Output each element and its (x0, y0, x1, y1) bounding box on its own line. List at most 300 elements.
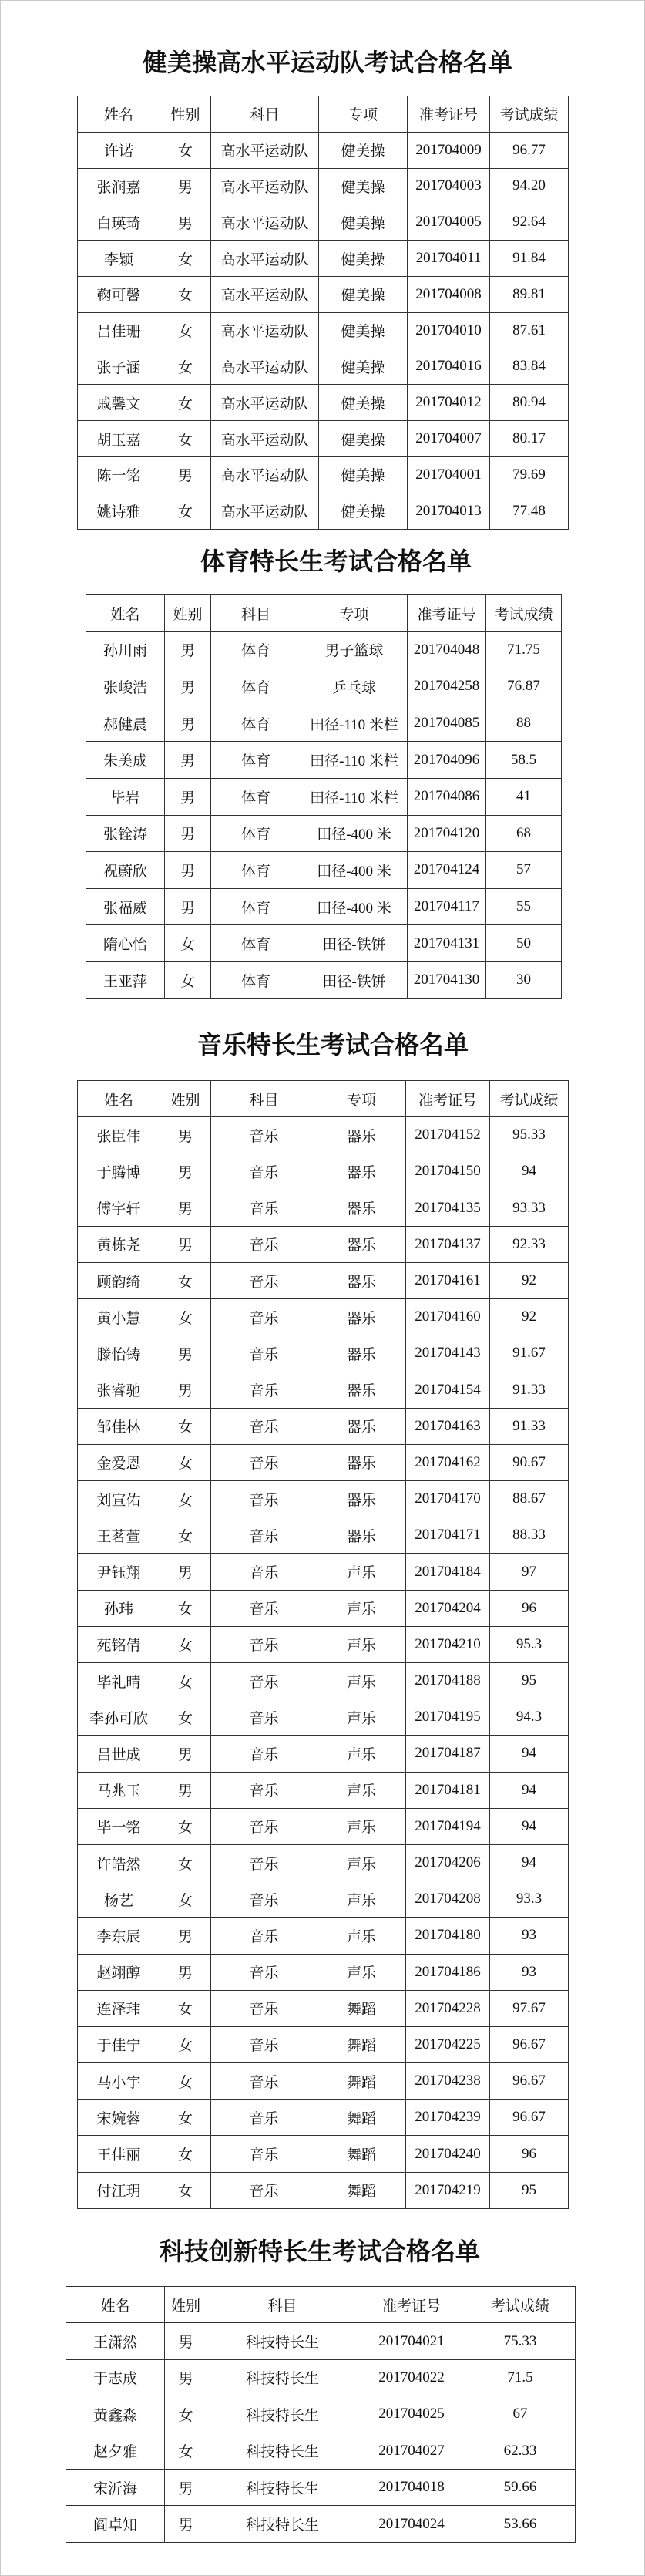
cell-specialty: 器乐 (317, 1299, 406, 1335)
header-subject: 科目 (211, 1081, 317, 1117)
cell-gender: 女 (160, 2026, 211, 2062)
table-row (78, 2172, 569, 2208)
cell-specialty: 器乐 (317, 1190, 406, 1226)
cell-subject: 体育 (211, 815, 301, 852)
table-row (78, 1444, 569, 1480)
cell-subject: 音乐 (211, 1226, 317, 1262)
results-table-tech (66, 2286, 576, 2543)
cell-specialty: 声乐 (317, 1590, 406, 1626)
cell-exam-id: 201704096 (408, 742, 486, 779)
cell-subject: 音乐 (211, 1954, 317, 1990)
cell-subject: 音乐 (211, 1117, 317, 1153)
cell-gender: 女 (160, 132, 211, 168)
cell-score: 89.81 (490, 276, 569, 312)
cell-specialty: 器乐 (317, 1335, 406, 1372)
table-head (66, 2287, 576, 2323)
cell-exam-id: 201704117 (408, 888, 486, 925)
cell-gender: 女 (165, 2433, 207, 2469)
cell-exam-id: 201704154 (406, 1372, 490, 1408)
cell-subject: 高水平运动队 (211, 349, 319, 385)
cell-specialty: 健美操 (319, 493, 408, 529)
cell-exam-id: 201704187 (406, 1736, 490, 1772)
cell-name: 马兆玉 (78, 1772, 160, 1808)
cell-specialty: 健美操 (319, 132, 408, 168)
cell-exam-id: 201704005 (408, 204, 490, 241)
cell-exam-id: 201704171 (406, 1517, 490, 1554)
cell-score: 93.33 (490, 1190, 569, 1226)
cell-gender: 男 (165, 815, 211, 852)
cell-specialty: 舞蹈 (317, 2136, 406, 2172)
cell-name: 吕世成 (78, 1736, 160, 1772)
cell-subject: 高水平运动队 (211, 132, 319, 168)
cell-exam-id: 201704135 (406, 1190, 490, 1226)
cell-exam-id: 201704130 (408, 961, 486, 998)
cell-specialty: 田径-400 米 (301, 888, 408, 925)
cell-name: 黄小慧 (78, 1299, 160, 1335)
cell-score: 41 (486, 778, 562, 815)
cell-subject: 体育 (211, 925, 301, 962)
cell-exam-id: 201704186 (406, 1954, 490, 1990)
cell-gender: 女 (160, 385, 211, 421)
cell-exam-id: 201704018 (358, 2469, 465, 2505)
cell-score: 96.67 (490, 2063, 569, 2100)
cell-gender: 女 (160, 1881, 211, 1918)
table-head (86, 595, 562, 632)
cell-gender: 男 (160, 1226, 211, 1262)
table-row (66, 2433, 576, 2469)
cell-exam-id: 201704219 (406, 2172, 490, 2208)
cell-specialty: 舞蹈 (317, 2063, 406, 2100)
cell-specialty: 声乐 (317, 1663, 406, 1699)
cell-subject: 科技特长生 (207, 2323, 358, 2359)
cell-score: 94 (490, 1808, 569, 1844)
cell-name: 祝蔚欣 (86, 852, 165, 889)
table-row (78, 1372, 569, 1408)
results-table-aerobics (77, 96, 569, 530)
cell-gender: 女 (160, 1699, 211, 1736)
cell-exam-id: 201704184 (406, 1554, 490, 1590)
table-row (78, 1626, 569, 1662)
header-name: 姓名 (66, 2287, 165, 2323)
header-gender: 性别 (160, 96, 211, 133)
cell-exam-id: 201704013 (408, 493, 490, 529)
cell-name: 赵翊醇 (78, 1954, 160, 1990)
cell-specialty: 男子篮球 (301, 631, 408, 668)
table-row (78, 385, 569, 421)
cell-exam-id: 201704240 (406, 2136, 490, 2172)
table-row (78, 1844, 569, 1881)
cell-gender: 男 (160, 1117, 211, 1153)
cell-exam-id: 201704238 (406, 2063, 490, 2100)
cell-gender: 女 (160, 276, 211, 312)
cell-subject: 音乐 (211, 2100, 317, 2136)
cell-exam-id: 201704204 (406, 1590, 490, 1626)
cell-score: 94.3 (490, 1699, 569, 1736)
cell-subject: 音乐 (211, 1335, 317, 1372)
table-row (78, 276, 569, 312)
cell-name: 宋婉蓉 (78, 2100, 160, 2136)
cell-score: 92 (490, 1262, 569, 1298)
table-row (66, 2506, 576, 2542)
cell-score: 95 (490, 1663, 569, 1699)
cell-score: 93 (490, 1918, 569, 1954)
cell-gender: 男 (165, 705, 211, 742)
cell-score: 50 (486, 925, 562, 962)
cell-name: 张臣伟 (78, 1117, 160, 1153)
cell-specialty: 乒乓球 (301, 668, 408, 705)
cell-score: 88 (486, 705, 562, 742)
header-name: 姓名 (86, 595, 165, 632)
cell-score: 91.33 (490, 1372, 569, 1408)
cell-subject: 体育 (211, 778, 301, 815)
cell-name: 赵夕雅 (66, 2433, 165, 2469)
cell-name: 王茗萱 (78, 1517, 160, 1554)
cell-specialty: 器乐 (317, 1517, 406, 1554)
cell-gender: 男 (165, 2359, 207, 2396)
cell-subject: 音乐 (211, 1990, 317, 2026)
header-specialty: 专项 (301, 595, 408, 632)
section-title-music: 音乐特长生考试合格名单 (197, 1031, 469, 1059)
cell-score: 93 (490, 1954, 569, 1990)
cell-subject: 音乐 (211, 1481, 317, 1517)
cell-score: 91.67 (490, 1335, 569, 1372)
cell-exam-id: 201704001 (408, 456, 490, 493)
cell-specialty: 声乐 (317, 1626, 406, 1662)
header-exam-id: 准考证号 (408, 96, 490, 133)
cell-specialty: 健美操 (319, 312, 408, 349)
cell-subject: 科技特长生 (207, 2506, 358, 2542)
cell-name: 顾韵绮 (78, 1262, 160, 1298)
cell-gender: 女 (160, 2136, 211, 2172)
cell-specialty: 健美操 (319, 421, 408, 457)
cell-gender: 女 (160, 2100, 211, 2136)
cell-name: 姚诗雅 (78, 493, 160, 529)
cell-score: 92.33 (490, 1226, 569, 1262)
cell-subject: 高水平运动队 (211, 204, 319, 241)
cell-score: 97 (490, 1554, 569, 1590)
table-row (86, 778, 562, 815)
table-row (78, 1153, 569, 1190)
table-body (78, 132, 569, 529)
cell-specialty: 器乐 (317, 1481, 406, 1517)
cell-exam-id: 201704239 (406, 2100, 490, 2136)
cell-gender: 男 (165, 2506, 207, 2542)
table-row (78, 1481, 569, 1517)
cell-specialty: 健美操 (319, 385, 408, 421)
table-row (78, 1262, 569, 1298)
header-name: 姓名 (78, 1081, 160, 1117)
cell-specialty: 健美操 (319, 168, 408, 204)
cell-subject: 音乐 (211, 2063, 317, 2100)
cell-score: 62.33 (465, 2433, 576, 2469)
cell-score: 95 (490, 2172, 569, 2208)
cell-score: 88.33 (490, 1517, 569, 1554)
cell-exam-id: 201704010 (408, 312, 490, 349)
table-row (78, 1663, 569, 1699)
cell-subject: 音乐 (211, 1408, 317, 1444)
table-row (78, 1554, 569, 1590)
cell-exam-id: 201704194 (406, 1808, 490, 1844)
table-header-row (78, 1081, 569, 1117)
cell-specialty: 舞蹈 (317, 2026, 406, 2062)
cell-score: 59.66 (465, 2469, 576, 2505)
cell-gender: 女 (160, 493, 211, 529)
cell-specialty: 器乐 (317, 1117, 406, 1153)
cell-gender: 男 (160, 1736, 211, 1772)
cell-score: 96.67 (490, 2026, 569, 2062)
cell-specialty: 器乐 (317, 1372, 406, 1408)
cell-gender: 男 (165, 2323, 207, 2359)
cell-name: 尹钰翔 (78, 1554, 160, 1590)
cell-score: 94 (490, 1736, 569, 1772)
table-body (78, 1117, 569, 2209)
table-row (78, 1590, 569, 1626)
header-gender: 姓别 (165, 595, 211, 632)
table-head (78, 1081, 569, 1117)
cell-exam-id: 201704022 (358, 2359, 465, 2396)
table-row (86, 705, 562, 742)
table-row (86, 668, 562, 705)
cell-exam-id: 201704120 (408, 815, 486, 852)
cell-score: 94.20 (490, 168, 569, 204)
cell-subject: 音乐 (211, 1808, 317, 1844)
cell-subject: 音乐 (211, 1663, 317, 1699)
cell-gender: 男 (160, 1954, 211, 1990)
cell-specialty: 器乐 (317, 1226, 406, 1262)
cell-gender: 女 (160, 349, 211, 385)
cell-exam-id: 201704188 (406, 1663, 490, 1699)
cell-exam-id: 201704012 (408, 385, 490, 421)
header-subject: 科目 (211, 595, 301, 632)
table-row (78, 2100, 569, 2136)
table-row (78, 132, 569, 168)
cell-name: 郝健晨 (86, 705, 165, 742)
cell-specialty: 健美操 (319, 276, 408, 312)
cell-specialty: 健美操 (319, 349, 408, 385)
cell-subject: 音乐 (211, 1299, 317, 1335)
table-body (86, 631, 562, 998)
table-row (78, 1335, 569, 1372)
cell-specialty: 健美操 (319, 204, 408, 241)
cell-specialty: 声乐 (317, 1736, 406, 1772)
cell-subject: 高水平运动队 (211, 385, 319, 421)
cell-name: 张福威 (86, 888, 165, 925)
table-head (78, 96, 569, 133)
cell-exam-id: 201704160 (406, 1299, 490, 1335)
section-title-sports: 体育特长生考试合格名单 (200, 547, 472, 575)
cell-specialty: 健美操 (319, 241, 408, 277)
cell-name: 苑铭倩 (78, 1626, 160, 1662)
cell-specialty: 声乐 (317, 1699, 406, 1736)
cell-score: 94 (490, 1153, 569, 1190)
cell-name: 胡玉嘉 (78, 421, 160, 457)
cell-score: 94 (490, 1844, 569, 1881)
cell-score: 80.17 (490, 421, 569, 457)
cell-name: 张睿驰 (78, 1372, 160, 1408)
cell-subject: 体育 (211, 705, 301, 742)
cell-gender: 男 (160, 1772, 211, 1808)
table-row (86, 631, 562, 668)
cell-name: 张铨涛 (86, 815, 165, 852)
table-row (78, 1299, 569, 1335)
cell-score: 75.33 (465, 2323, 576, 2359)
cell-name: 张润嘉 (78, 168, 160, 204)
cell-score: 87.61 (490, 312, 569, 349)
cell-exam-id: 201704009 (408, 132, 490, 168)
header-subject: 科目 (207, 2287, 358, 2323)
cell-gender: 女 (160, 1590, 211, 1626)
cell-name: 宋沂海 (66, 2469, 165, 2505)
header-gender: 姓别 (160, 1081, 211, 1117)
cell-name: 傅宇轩 (78, 1190, 160, 1226)
cell-name: 王潇然 (66, 2323, 165, 2359)
cell-subject: 音乐 (211, 1153, 317, 1190)
header-specialty: 专项 (317, 1081, 406, 1117)
table-row (78, 1736, 569, 1772)
cell-gender: 女 (160, 1262, 211, 1298)
cell-name: 张峻浩 (86, 668, 165, 705)
cell-specialty: 舞蹈 (317, 1990, 406, 2026)
cell-score: 96 (490, 2136, 569, 2172)
cell-gender: 男 (160, 168, 211, 204)
cell-specialty: 声乐 (317, 1918, 406, 1954)
cell-subject: 高水平运动队 (211, 456, 319, 493)
cell-gender: 女 (160, 1626, 211, 1662)
cell-score: 91.84 (490, 241, 569, 277)
cell-subject: 音乐 (211, 1262, 317, 1298)
cell-exam-id: 201704161 (406, 1262, 490, 1298)
table-row (78, 1408, 569, 1444)
cell-specialty: 田径-110 米栏 (301, 742, 408, 779)
cell-score: 95.3 (490, 1626, 569, 1662)
table-row (86, 961, 562, 998)
cell-name: 李孙可欣 (78, 1699, 160, 1736)
table-row (86, 815, 562, 852)
cell-score: 53.66 (465, 2506, 576, 2542)
table-row (86, 742, 562, 779)
cell-subject: 音乐 (211, 1517, 317, 1554)
cell-name: 杨艺 (78, 1881, 160, 1918)
cell-name: 毕礼晴 (78, 1663, 160, 1699)
cell-score: 79.69 (490, 456, 569, 493)
cell-gender: 男 (165, 631, 211, 668)
cell-name: 王亚萍 (86, 961, 165, 998)
cell-subject: 体育 (211, 852, 301, 889)
cell-gender: 女 (160, 1663, 211, 1699)
table-row (78, 349, 569, 385)
cell-exam-id: 201704162 (406, 1444, 490, 1480)
cell-subject: 音乐 (211, 1590, 317, 1626)
table-row (86, 852, 562, 889)
cell-score: 80.94 (490, 385, 569, 421)
cell-name: 邹佳林 (78, 1408, 160, 1444)
cell-subject: 高水平运动队 (211, 421, 319, 457)
cell-name: 滕怡铸 (78, 1335, 160, 1372)
cell-gender: 女 (160, 1408, 211, 1444)
cell-name: 孙川雨 (86, 631, 165, 668)
cell-exam-id: 201704258 (408, 668, 486, 705)
cell-name: 陈一铭 (78, 456, 160, 493)
cell-score: 90.67 (490, 1444, 569, 1480)
cell-gender: 女 (165, 2396, 207, 2433)
table-row (78, 1117, 569, 1153)
cell-score: 96 (490, 1590, 569, 1626)
cell-name: 孙玮 (78, 1590, 160, 1626)
cell-name: 王佳丽 (78, 2136, 160, 2172)
cell-subject: 音乐 (211, 1372, 317, 1408)
cell-exam-id: 201704003 (408, 168, 490, 204)
header-score: 考试成绩 (490, 96, 569, 133)
cell-gender: 男 (165, 2469, 207, 2505)
table-row (66, 2469, 576, 2505)
cell-exam-id: 201704225 (406, 2026, 490, 2062)
cell-score: 68 (486, 815, 562, 852)
header-subject: 科目 (211, 96, 319, 133)
cell-exam-id: 201704208 (406, 1881, 490, 1918)
cell-subject: 高水平运动队 (211, 493, 319, 529)
cell-exam-id: 201704152 (406, 1117, 490, 1153)
cell-exam-id: 201704016 (408, 349, 490, 385)
cell-subject: 科技特长生 (207, 2433, 358, 2469)
cell-subject: 音乐 (211, 1881, 317, 1918)
table-row (78, 204, 569, 241)
cell-subject: 音乐 (211, 2172, 317, 2208)
cell-score: 97.67 (490, 1990, 569, 2026)
header-exam-id: 准考证号 (358, 2287, 465, 2323)
cell-exam-id: 201704124 (408, 852, 486, 889)
cell-exam-id: 201704137 (406, 1226, 490, 1262)
cell-name: 付江玥 (78, 2172, 160, 2208)
cell-subject: 科技特长生 (207, 2359, 358, 2396)
cell-specialty: 田径-铁饼 (301, 961, 408, 998)
table-row (78, 456, 569, 493)
cell-name: 于佳宁 (78, 2026, 160, 2062)
table-row (78, 168, 569, 204)
cell-exam-id: 201704170 (406, 1481, 490, 1517)
cell-gender: 男 (160, 1335, 211, 1372)
cell-exam-id: 201704228 (406, 1990, 490, 2026)
cell-specialty: 田径-110 米栏 (301, 778, 408, 815)
header-score: 考试成绩 (486, 595, 562, 632)
cell-name: 隋心怡 (86, 925, 165, 962)
cell-gender: 女 (160, 241, 211, 277)
cell-exam-id: 201704206 (406, 1844, 490, 1881)
cell-specialty: 田径-400 米 (301, 815, 408, 852)
cell-exam-id: 201704085 (408, 705, 486, 742)
cell-name: 黄栋尧 (78, 1226, 160, 1262)
table-row (78, 1190, 569, 1226)
cell-gender: 女 (160, 1444, 211, 1480)
cell-subject: 音乐 (211, 1554, 317, 1590)
cell-gender: 男 (160, 456, 211, 493)
cell-exam-id: 201704143 (406, 1335, 490, 1372)
table-row (78, 1808, 569, 1844)
cell-exam-id: 201704181 (406, 1772, 490, 1808)
cell-name: 于志成 (66, 2359, 165, 2396)
cell-gender: 男 (165, 852, 211, 889)
cell-name: 马小宇 (78, 2063, 160, 2100)
table-row (78, 1517, 569, 1554)
cell-gender: 女 (160, 312, 211, 349)
cell-specialty: 田径-110 米栏 (301, 705, 408, 742)
cell-score: 30 (486, 961, 562, 998)
cell-specialty: 声乐 (317, 1954, 406, 1990)
table-row (66, 2396, 576, 2433)
cell-name: 阎卓知 (66, 2506, 165, 2542)
cell-specialty: 舞蹈 (317, 2172, 406, 2208)
cell-subject: 音乐 (211, 1918, 317, 1954)
cell-gender: 女 (165, 961, 211, 998)
